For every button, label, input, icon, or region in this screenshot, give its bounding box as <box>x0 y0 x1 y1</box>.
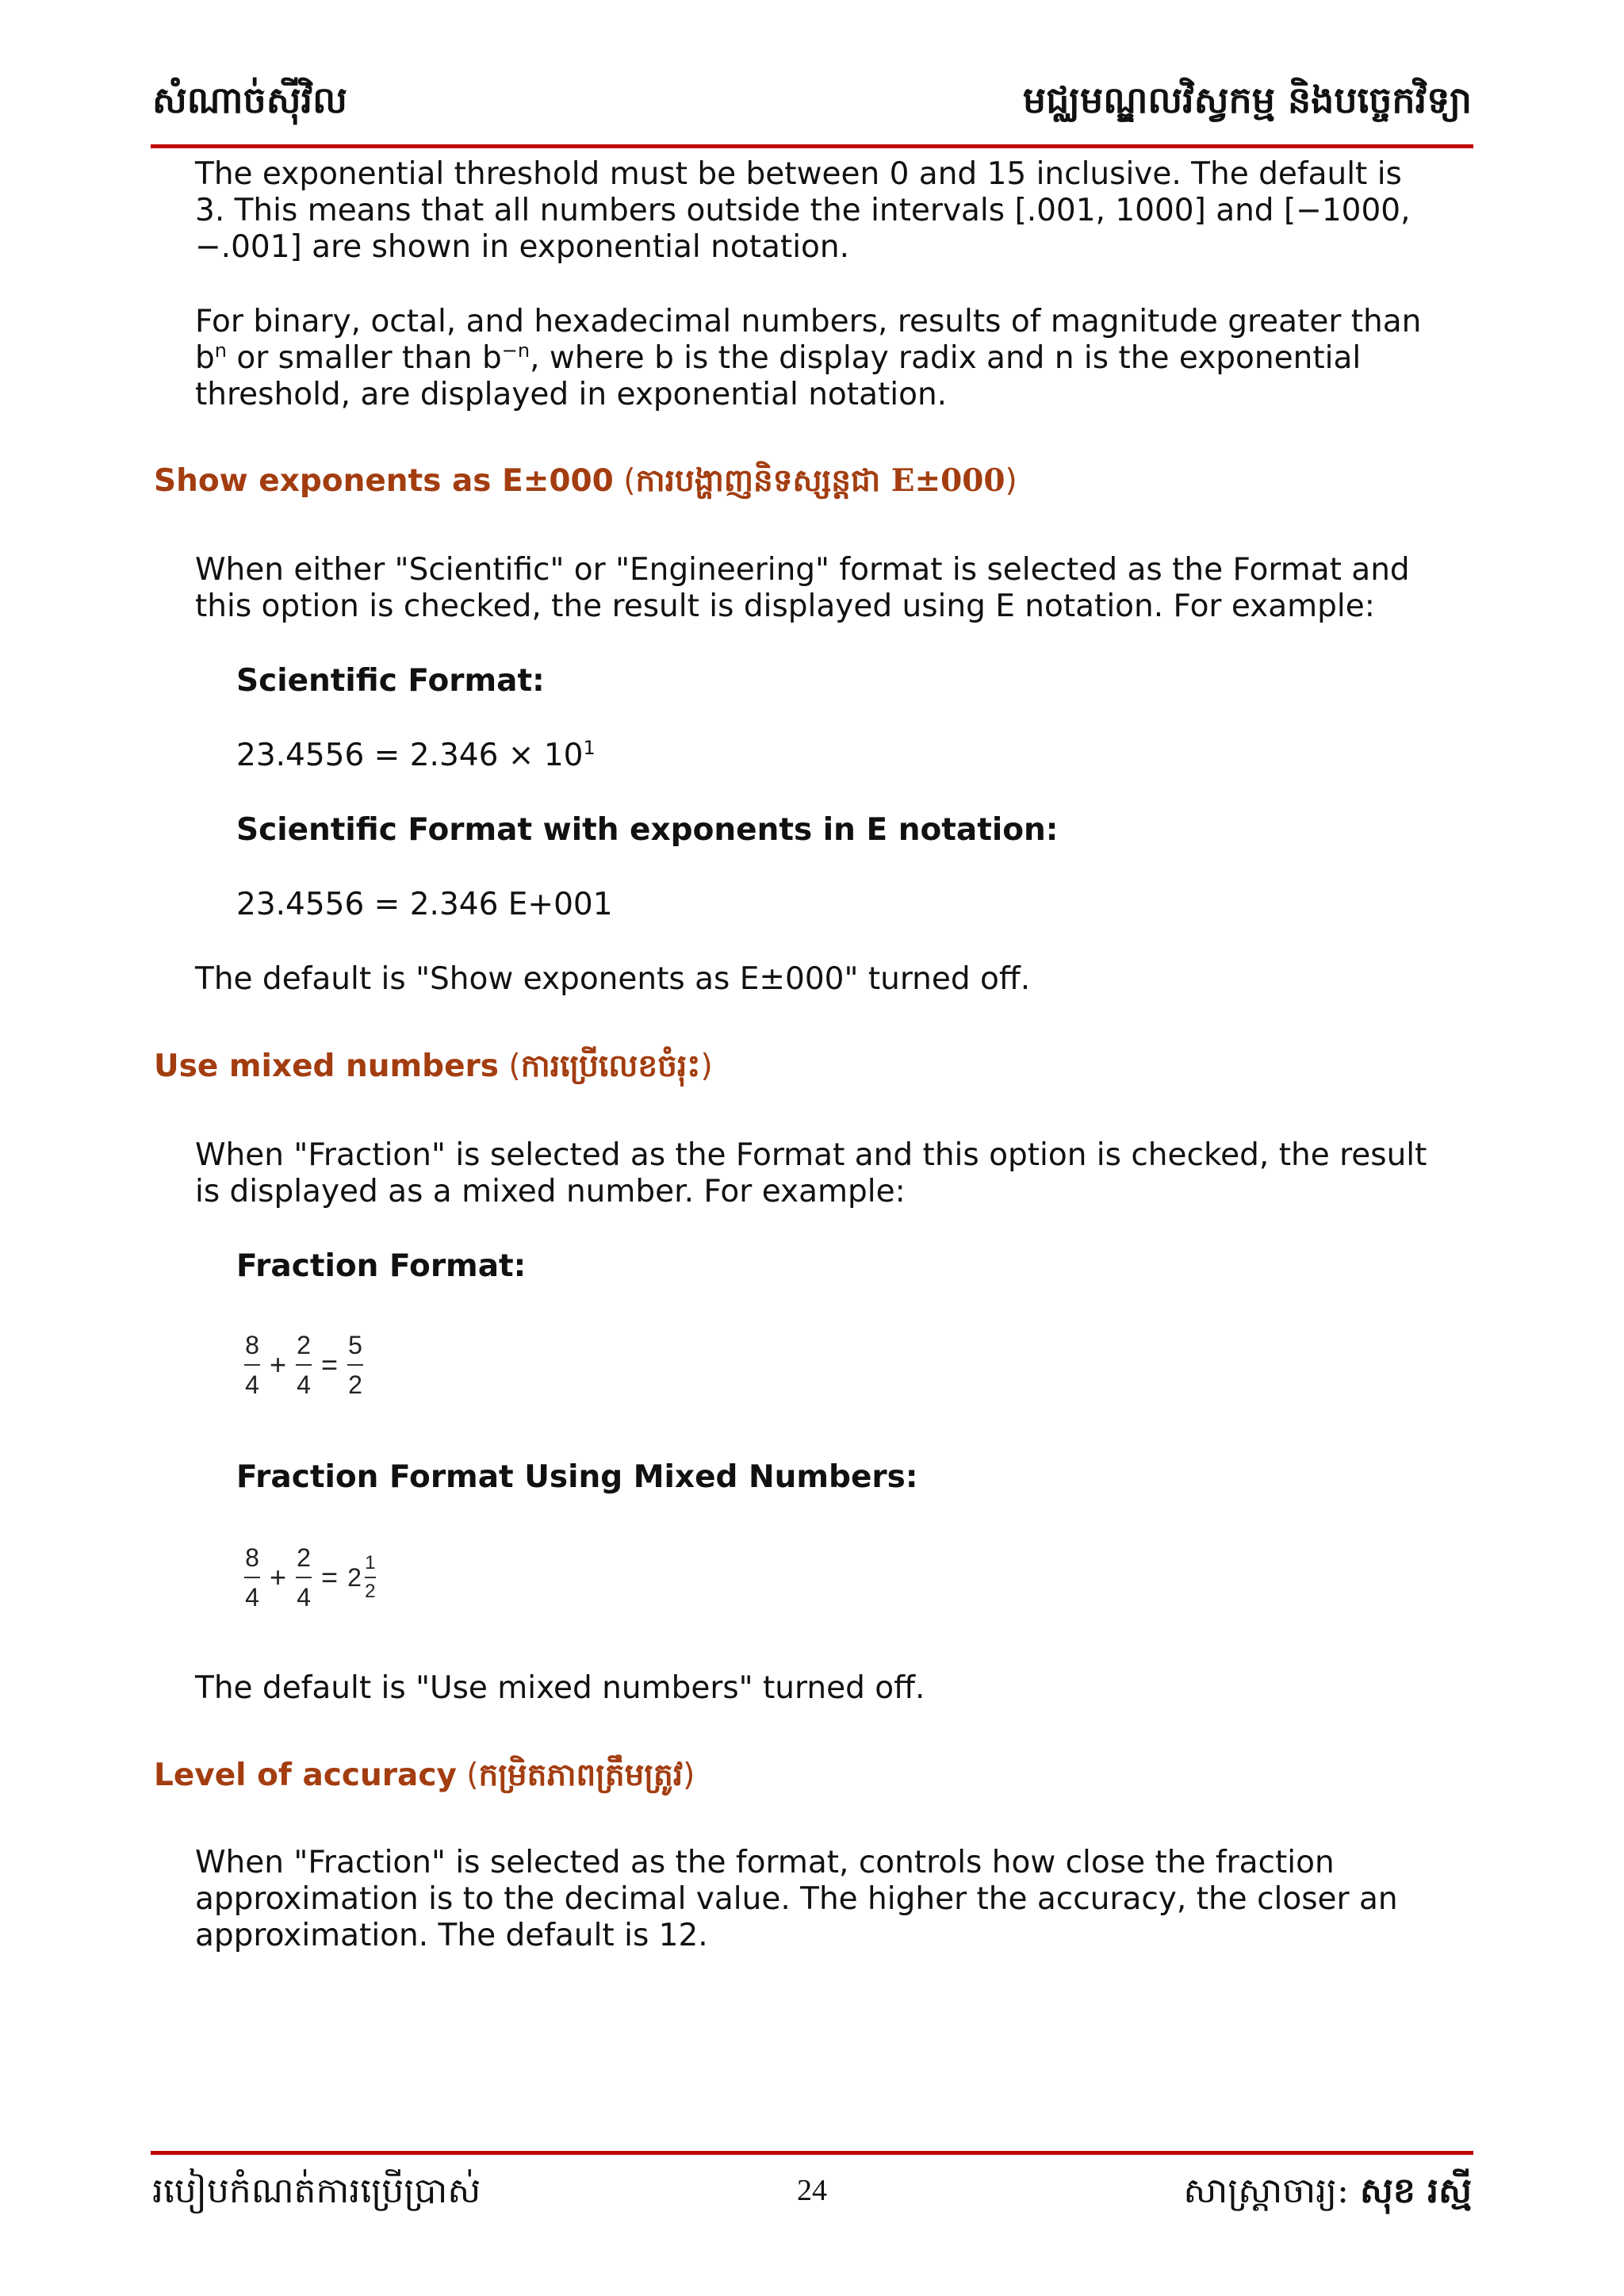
fraction-format-label: Fraction Format: <box>236 1248 527 1284</box>
page-number: 24 <box>797 2174 827 2207</box>
e-notation-example: 23.4556 = 2.346 E+001 <box>236 887 613 922</box>
e-notation-label: Scientific Format with exponents in E notation: <box>236 812 1059 848</box>
header-right-title: មជ្ឈមណ្ឌលវិស្វកម្ម និងបច្ចេកវិទ្យា <box>1022 79 1472 121</box>
section-heading-exponents: Show exponents as E±000 (ការបង្ហាញនិទស្សន្តជា E±000) <box>154 462 1017 499</box>
mixed-fraction-equation-image: 8 4 + 2 4 = 2 1 2 <box>245 1543 376 1612</box>
fraction-equation-image: 8 4 + 2 4 = 5 2 <box>245 1331 362 1399</box>
accuracy-paragraph: When "Fraction" is selected as the format, controls how close the fraction approximation is to the decimal value. The higher the accuracy, the closer an approximation. The default is 12. <box>195 1845 1398 1953</box>
section-heading-accuracy: Level of accuracy (កម្រិតភាពត្រឹមត្រូវ) <box>154 1757 695 1793</box>
scientific-format-label: Scientific Format: <box>236 663 545 699</box>
intro-paragraph-2: For binary, octal, and hexadecimal numbers, results of magnitude greater than $b^n$ or smaller than $b^{-n}$, where b is the display radix and n is the exponential threshold, are displayed in exponential notation. <box>195 304 1422 412</box>
footer-left-title: របៀបកំណត់ការប្រើប្រាស់ <box>152 2171 481 2211</box>
footer-rule <box>151 2151 1473 2155</box>
section-heading-mixed-numbers: Use mixed numbers (ការប្រើលេខចំរុះ) <box>154 1048 713 1084</box>
mixed-numbers-default-note: The default is "Use mixed numbers" turned off. <box>195 1670 925 1706</box>
exponents-default-note: The default is "Show exponents as E±000" turned off. <box>195 961 1031 997</box>
intro-paragraph-1: The exponential threshold must be between 0 and 15 inclusive. The default is 3. This means that all numbers outside the intervals [.001, 1000] and [−1000, −.001] are shown in exponential notation. <box>195 156 1411 265</box>
header-rule <box>151 144 1473 148</box>
exponents-paragraph: When either "Scientific" or "Engineering" format is selected as the Format and this option is checked, the result is displayed using E notation. For example: <box>195 552 1410 624</box>
scientific-example: $23.4556 = 2.346 \times 10^1$ <box>236 737 596 773</box>
header-left-title: សំណាច់ស៊ីវិល <box>152 79 347 121</box>
mixed-format-label: Fraction Format Using Mixed Numbers: <box>236 1459 918 1495</box>
footer-author: សាស្ត្រាចារ្យ: សុខ រស្មី <box>1183 2171 1472 2211</box>
mixed-numbers-paragraph: When "Fraction" is selected as the Format and this option is checked, the result is displayed as a mixed number. For example: <box>195 1137 1427 1209</box>
